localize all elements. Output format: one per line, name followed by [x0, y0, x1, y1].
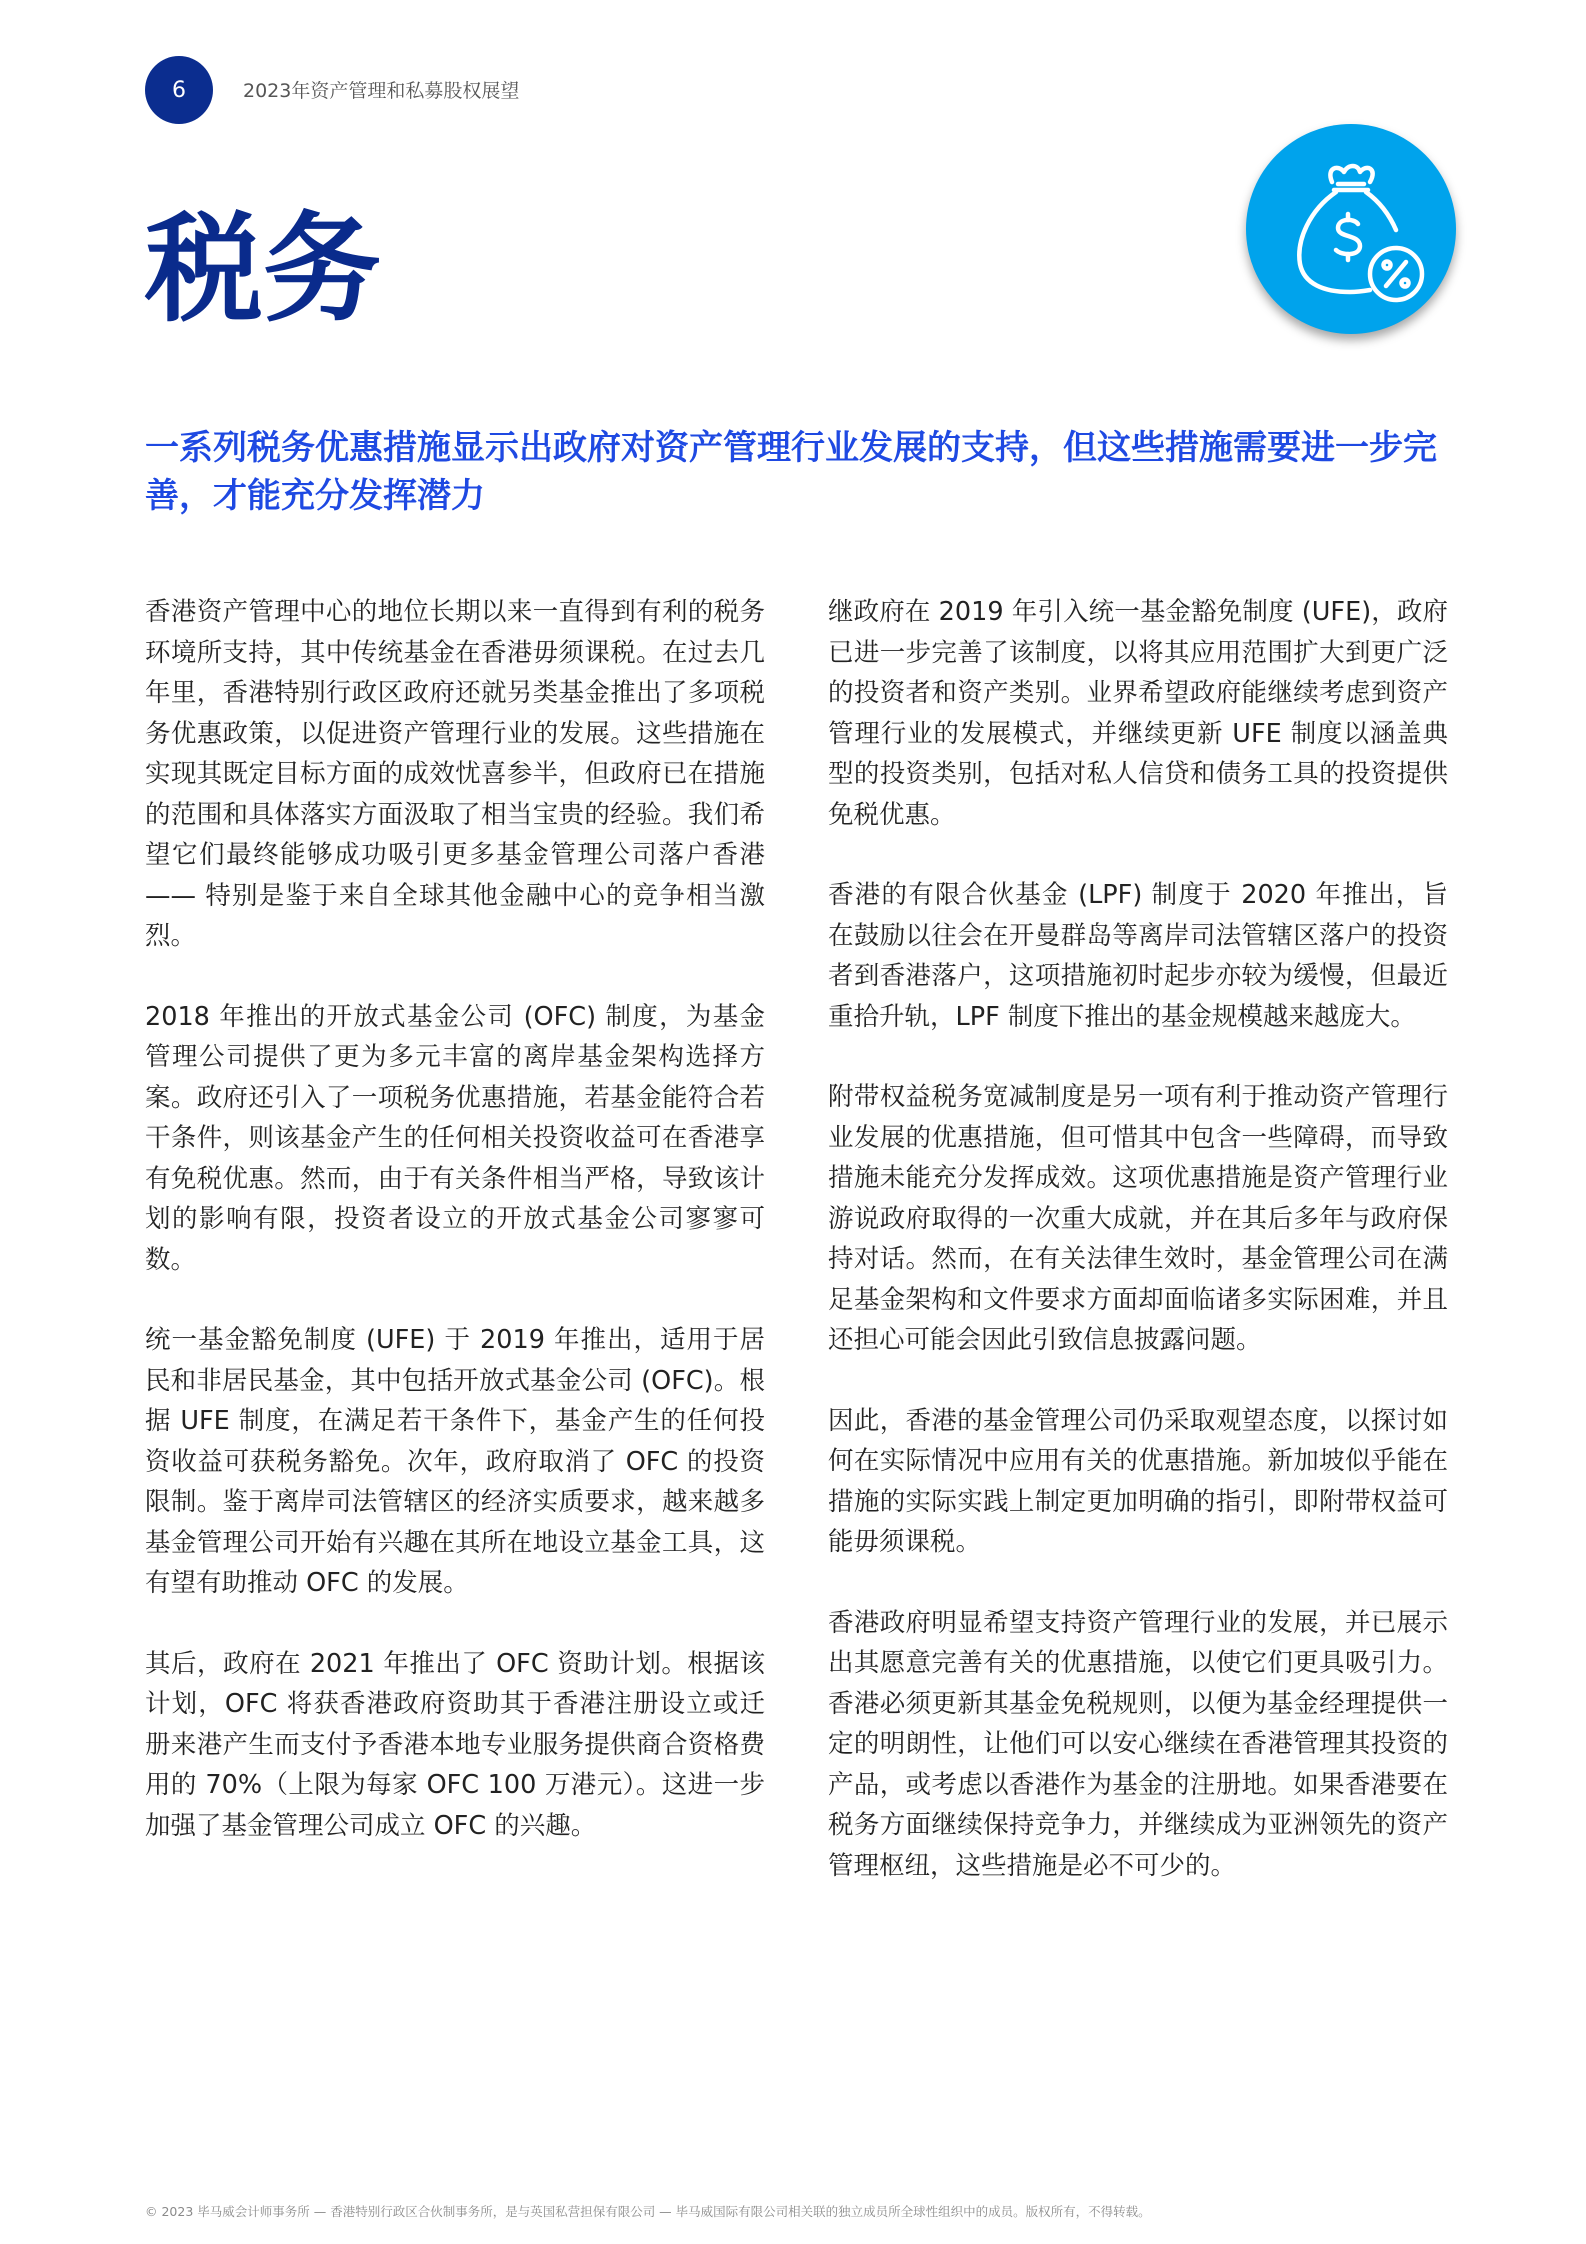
- money-bag-percent-icon: [1246, 124, 1456, 334]
- section-subtitle: 一系列税务优惠措施显示出政府对资产管理行业发展的支持，但这些措施需要进一步完善，才能充分发挥潜力: [145, 428, 1437, 516]
- copyright-footer: © 2023 毕马威会计师事务所 — 香港特别行政区合伙制事务所，是与英国私营担保有限公司 — 毕马威国际有限公司相关联的独立成员所全球性组织中的成员。版权所有，不得转载。: [145, 2204, 1151, 2219]
- left-column: [145, 592, 765, 1886]
- paragraph: 因此，香港的基金管理公司仍采取观望态度，以探讨如何在实际情况中应用有关的优惠措施。新加坡似乎能在措施的实际实践上制定更加明确的指引，即附带权益可能毋须课税。: [828, 1405, 1448, 1557]
- paragraph: 其后，政府在 2021 年推出了 OFC 资助计划。根据该计划，OFC 将获香港政府资助其于香港注册设立或迁册来港产生而支付予香港本地专业服务提供商合资格费用的 70%（上限为每家 OFC 100 万港元）。这进一步加强了基金管理公司成立 OFC 的兴趣。: [145, 1648, 765, 1841]
- paragraph: 2018 年推出的开放式基金公司 (OFC) 制度，为基金管理公司提供了更为多元丰富的离岸基金架构选择方案。政府还引入了一项税务优惠措施，若基金能符合若干条件，则该基金产生的任何相关投资收益可在香港享有免税优惠。然而，由于有关条件相当严格，导致该计划的影响有限，投资者设立的开放式基金公司寥寥可数。: [145, 1001, 765, 1275]
- paragraph: 香港政府明显希望支持资产管理行业的发展，并已展示出其愿意完善有关的优惠措施，以使它们更具吸引力。香港必须更新其基金免税规则，以便为基金经理提供一定的明朗性，让他们可以安心继续在香港管理其投资的产品，或考虑以香港作为基金的注册地。如果香港要在税务方面继续保持竞争力，并继续成为亚洲领先的资产管理枢纽，这些措施是必不可少的。: [828, 1607, 1448, 1881]
- page-number: 6: [172, 77, 186, 103]
- running-header: 2023年资产管理和私募股权展望: [243, 80, 520, 102]
- page-number-badge: [145, 56, 213, 124]
- paragraph: 继政府在 2019 年引入统一基金豁免制度 (UFE)，政府已进一步完善了该制度，以将其应用范围扩大到更广泛的投资者和资产类别。业界希望政府能继续考虑到资产管理行业的发展模式，并继续更新 UFE 制度以涵盖典型的投资类别，包括对私人信贷和债务工具的投资提供免税优惠。: [828, 597, 1448, 830]
- page-title: 税务: [145, 200, 382, 338]
- paragraph: 统一基金豁免制度 (UFE) 于 2019 年推出，适用于居民和非居民基金，其中包括开放式基金公司 (OFC)。根据 UFE 制度，在满足若干条件下，基金产生的任何投资收益可获税务豁免。次年，政府取消了 OFC 的投资限制。鉴于离岸司法管辖区的经济实质要求，越来越多基金管理公司开始有兴趣在其所在地设立基金工具，这有望有助推动 OFC 的发展。: [145, 1325, 765, 1598]
- paragraph: 香港的有限合伙基金 (LPF) 制度于 2020 年推出，旨在鼓励以往会在开曼群岛等离岸司法管辖区落户的投资者到香港落户，这项措施初时起步亦较为缓慢，但最近重拾升轨，LPF 制度下推出的基金规模越来越庞大。: [828, 880, 1448, 1032]
- right-column: [828, 592, 1448, 1926]
- paragraph: 香港资产管理中心的地位长期以来一直得到有利的税务环境所支持，其中传统基金在香港毋须课税。在过去几年里，香港特别行政区政府还就另类基金推出了多项税务优惠政策，以促进资产管理行业的发展。这些措施在实现其既定目标方面的成效忧喜参半，但政府已在措施的范围和具体落实方面汲取了相当宝贵的经验。我们希望它们最终能够成功吸引更多基金管理公司落户香港 —— 特别是鉴于来自全球其他金融中心的竞争相当激烈。: [145, 597, 765, 951]
- paragraph: 附带权益税务宽减制度是另一项有利于推动资产管理行业发展的优惠措施，但可惜其中包含一些障碍，而导致措施未能充分发挥成效。这项优惠措施是资产管理行业游说政府取得的一次重大成就，并在其后多年与政府保持对话。然而，在有关法律生效时，基金管理公司在满足基金架构和文件要求方面却面临诸多实际困难，并且还担心可能会因此引致信息披露问题。: [828, 1082, 1448, 1355]
